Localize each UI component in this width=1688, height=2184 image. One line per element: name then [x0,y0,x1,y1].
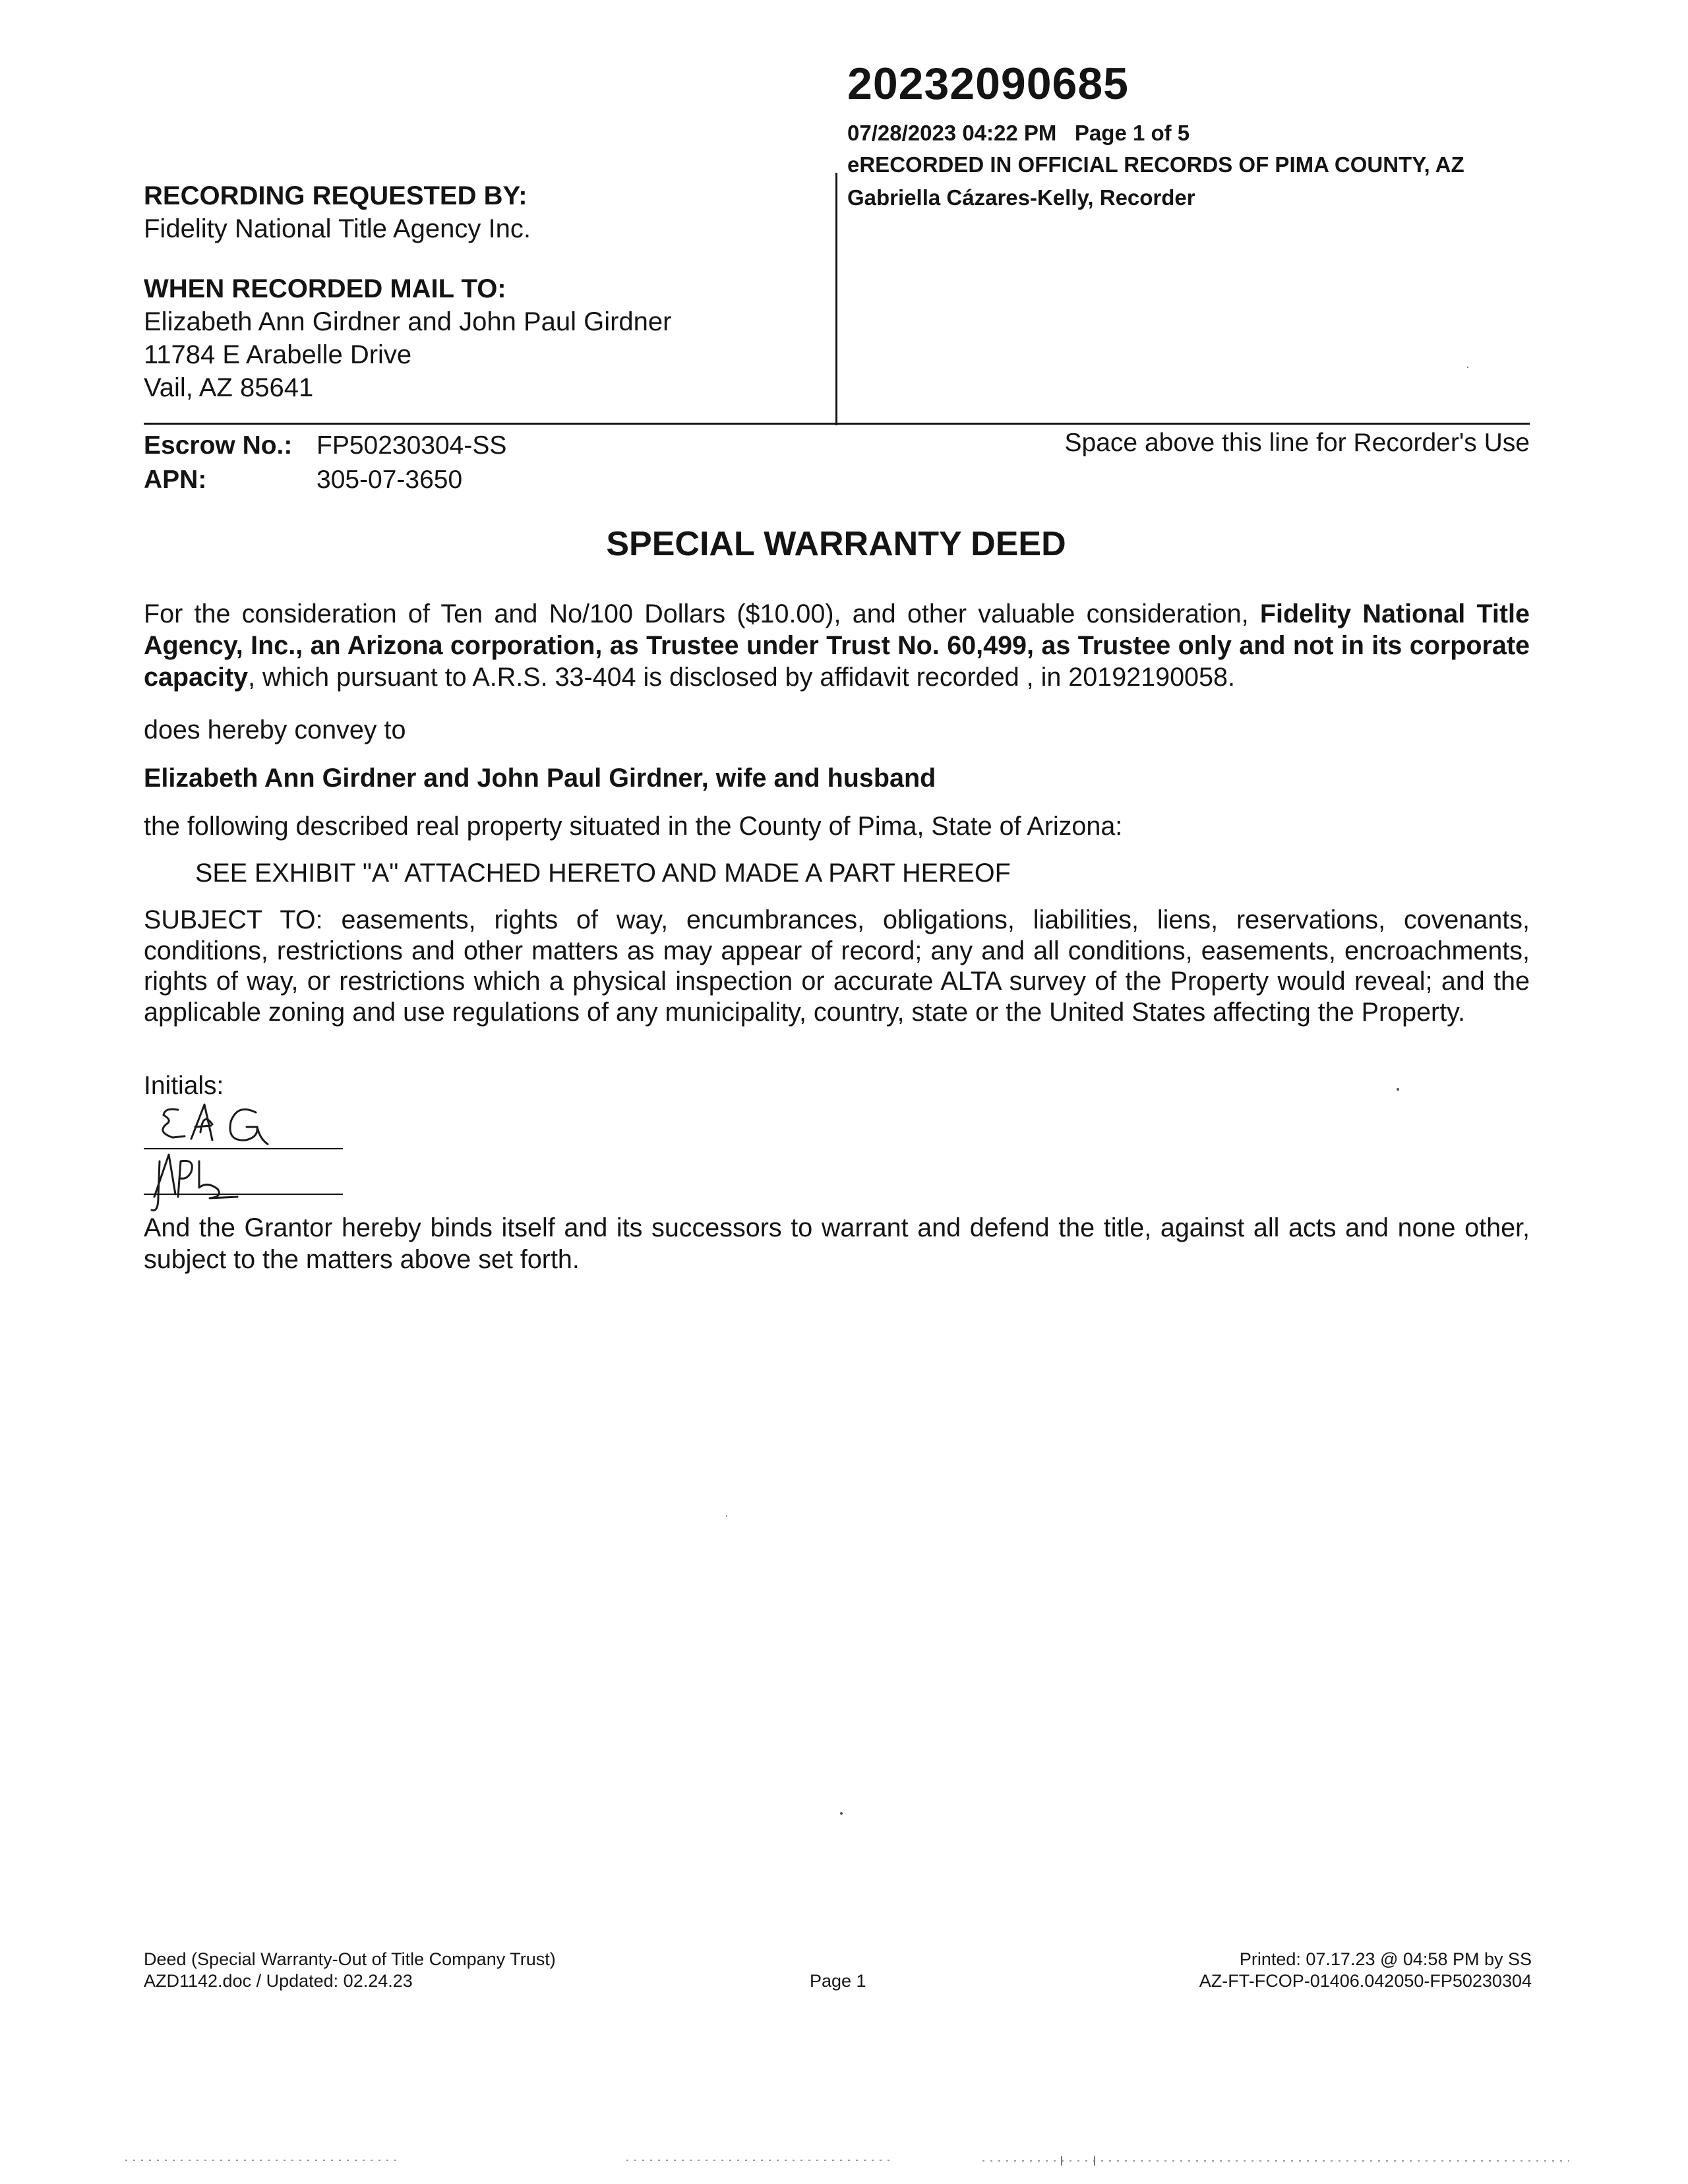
initials-signatures [138,1098,363,1217]
mail-to-name: Elizabeth Ann Girdner and John Paul Girdner [144,307,672,336]
recorder-name: Gabriella Cázares-Kelly, Recorder [847,185,1195,210]
escrow-block [144,429,506,497]
footer-printed: Printed: 07.17.23 @ 04:58 PM by SS [1239,1949,1532,1969]
apn-number: 305-07-3650 [316,466,463,494]
escrow-number: FP50230304-SS [316,431,507,460]
apn-label: APN: [144,466,207,494]
recorder-box-divider [835,173,837,425]
footer-print-info [1199,1949,1532,1992]
convey-line: does hereby convey to [144,715,406,744]
recording-datetime-line [847,121,1190,146]
scan-edge-noise [125,2156,1576,2166]
requested-by-label: RECORDING REQUESTED BY: [144,181,528,210]
recording-datetime: 07/28/2023 04:22 PM [847,121,1057,145]
initials-handwriting [138,1098,363,1217]
mail-to-street: 11784 E Arabelle Drive [144,340,412,369]
mail-to-city: Vail, AZ 85641 [144,373,314,402]
scan-speck [1467,367,1468,368]
scan-speck [1397,1088,1399,1091]
mail-to-block [144,272,672,404]
consideration-paragraph [144,598,1530,693]
footer-form-file: AZD1142.doc / Updated: 02.24.23 [144,1971,413,1991]
deed-title: SPECIAL WARRANTY DEED [606,525,1066,563]
recorder-space-line [144,423,1530,425]
grantee-names: Elizabeth Ann Girdner and John Paul Girdner, wife and husband [144,764,936,793]
recording-page-info: Page 1 of 5 [1074,121,1190,145]
initials-eag [163,1105,268,1144]
footer-file-ref: AZ-FT-FCOP-01406.042050-FP50230304 [1199,1971,1532,1991]
escrow-label: Escrow No.: [144,431,293,460]
footer-form-name: Deed (Special Warranty-Out of Title Company Trust) [144,1949,556,1969]
requested-by-block [144,179,531,245]
property-intro: the following described real property situated in the County of Pima, State of Arizona: [144,812,1123,841]
grantor-name: Fidelity National Title Agency, Inc., an Arizona corporation, as Trustee under Trust No. 60,499, as Trustee only and not in its corporate capacity [144,599,1530,692]
footer-form-info [144,1949,556,1992]
affidavit-text: , which pursuant to A.R.S. 33-404 is disclosed by affidavit recorded , in 20192190058. [248,663,1235,692]
consideration-text: For the consideration of Ten and No/100 Dollars ($10.00), and other valuable consideration, [144,599,1260,628]
initials-jpg [152,1155,237,1211]
initials-line-2 [144,1194,343,1195]
grantor-warranty-clause: And the Grantor hereby binds itself and its successors to warrant and defend the title, against all acts and none other, subject to the matters above set forth. [144,1213,1530,1274]
recorder-use-note: Space above this line for Recorder's Use [1064,429,1530,457]
initials-label: Initials: [144,1072,224,1100]
scan-speck [726,1515,727,1517]
requested-by-name: Fidelity National Title Agency Inc. [144,214,531,243]
exhibit-reference: SEE EXHIBIT "A" ATTACHED HERETO AND MADE A PART HEREOF [195,859,1011,888]
erecorded-line: eRECORDED IN OFFICIAL RECORDS OF PIMA COUNTY, AZ [847,152,1464,177]
initials-line-1 [144,1148,343,1149]
scan-speck [840,1812,843,1815]
subject-to-paragraph: SUBJECT TO: easements, rights of way, encumbrances, obligations, liabilities, liens, reservations, covenants, conditions, restrictions and other matters as may appear of record; any and all conditions, easements, encroachments, rights of way, or restrictions which a physical inspection or accurate ALTA survey of the Property would reveal; and the applicable zoning and use regulations of any municipality, country, state or the United States affecting the Property. [144,905,1530,1027]
mail-to-label: WHEN RECORDED MAIL TO: [144,274,506,303]
footer-page-number: Page 1 [810,1971,866,1991]
recording-number: 20232090685 [847,59,1130,109]
